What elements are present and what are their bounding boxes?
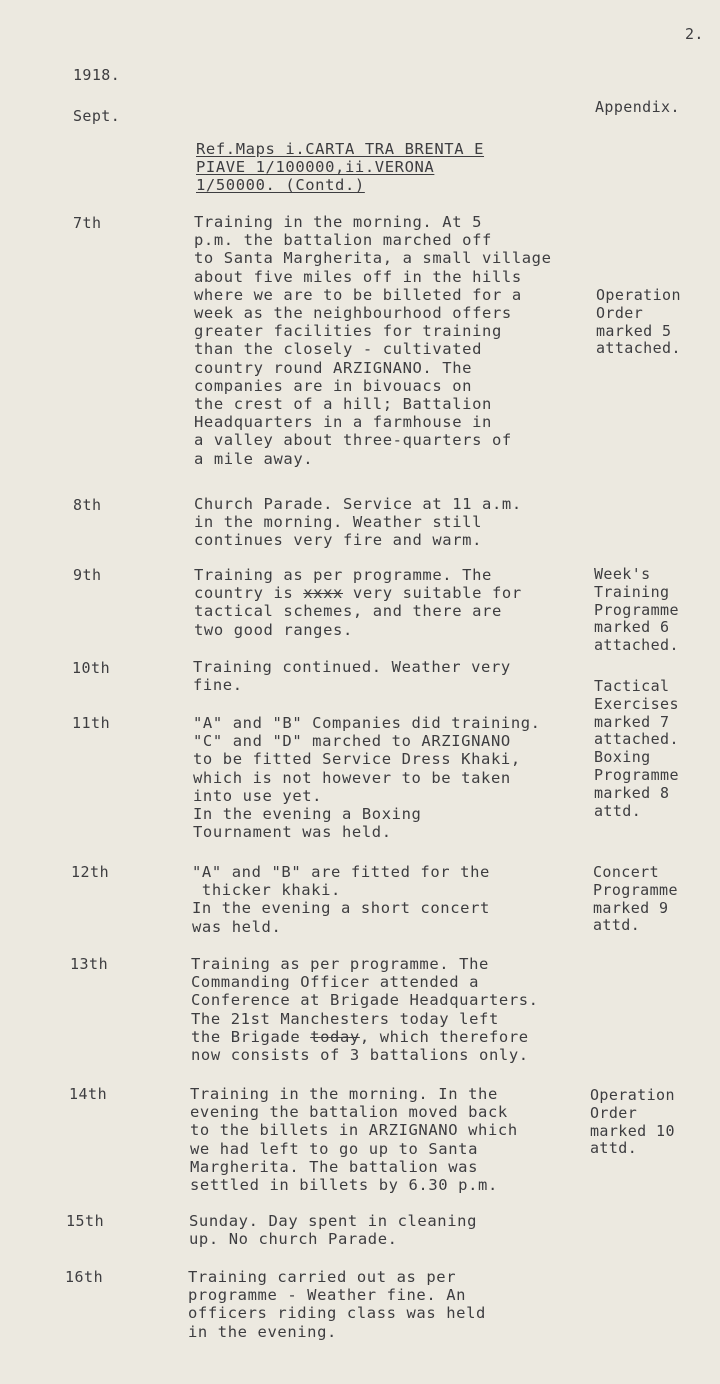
appendix-line: attd. xyxy=(594,801,642,820)
appendix-line: marked 9 xyxy=(593,898,669,917)
entry-date: 10th xyxy=(72,659,111,677)
text-line: The 21st Manchesters today left xyxy=(191,1009,499,1028)
text-line: we had left to go up to Santa xyxy=(190,1139,479,1158)
appendix-line: attached. xyxy=(594,730,679,749)
text-line: Training as per programme. The xyxy=(194,566,492,584)
text-line: Commanding Officer attended a xyxy=(191,973,480,992)
text-line: Training in the morning. In the xyxy=(190,1085,498,1103)
appendix-line: attd. xyxy=(590,1139,638,1158)
entry-text xyxy=(190,1085,518,1194)
text-line: Margherita. The battalion was xyxy=(190,1157,479,1176)
text-line: In the evening a short concert xyxy=(192,899,490,918)
appendix-line: marked 5 xyxy=(596,321,672,340)
reference-line: PIAVE 1/100000,ii.VERONA xyxy=(196,158,435,177)
text-line: which is not however to be taken xyxy=(193,768,511,787)
appendix-line: Week's xyxy=(594,565,651,583)
entry-text xyxy=(193,714,541,841)
appendix-line: Boxing xyxy=(594,748,651,767)
text-line: to be fitted Service Dress Khaki, xyxy=(193,750,521,769)
text-line: Training continued. Weather very xyxy=(193,658,511,676)
appendix-note xyxy=(596,287,681,358)
text-line: Sunday. Day spent in cleaning xyxy=(189,1212,478,1230)
entry-date: 8th xyxy=(73,496,102,514)
year: 1918. xyxy=(73,66,121,84)
text-line: evening the battalion moved back xyxy=(190,1103,508,1122)
text-line: in the morning. Weather still xyxy=(194,513,483,532)
text-line: Headquarters in a farmhouse in xyxy=(194,413,492,432)
page-number: 2. xyxy=(685,25,704,43)
text-line xyxy=(194,584,522,602)
appendix-line: marked 6 xyxy=(594,618,670,637)
entry-text xyxy=(194,495,522,550)
struck-text: today xyxy=(310,1027,360,1046)
entry-date: 9th xyxy=(73,566,102,584)
text-line: continues very fire and warm. xyxy=(194,531,483,550)
entry-date: 13th xyxy=(70,955,109,973)
appendix-line: Programme xyxy=(594,765,679,784)
text-line: was held. xyxy=(192,917,282,936)
appendix-line: Concert xyxy=(593,863,660,881)
appendix-note xyxy=(593,864,678,935)
text-line: settled in billets by 6.30 p.m. xyxy=(190,1176,498,1195)
text-line: p.m. the battalion marched off xyxy=(194,231,492,250)
appendix-note xyxy=(594,566,679,655)
appendix-line: marked 7 xyxy=(594,712,670,731)
map-reference xyxy=(196,140,484,195)
appendix-line: Order xyxy=(590,1103,638,1122)
text-fragment: very suitable for xyxy=(342,584,522,603)
appendix-note xyxy=(590,1087,675,1158)
appendix-line: Operation xyxy=(590,1086,675,1104)
text-line: country round ARZIGNANO. The xyxy=(194,358,473,377)
text-line: about five miles off in the hills xyxy=(194,267,522,286)
text-line: "A" and "B" are fitted for the xyxy=(192,863,490,881)
text-line: fine. xyxy=(193,676,243,695)
text-line: "C" and "D" marched to ARZIGNANO xyxy=(193,732,511,751)
text-line: greater facilities for training xyxy=(194,322,502,341)
appendix-line: Operation xyxy=(596,286,681,304)
entry-date: 12th xyxy=(71,863,110,881)
text-line: Training carried out as per xyxy=(188,1268,457,1286)
text-line: Church Parade. Service at 11 a.m. xyxy=(194,495,522,513)
reference-line: Ref.Maps i.CARTA TRA BRENTA E xyxy=(196,140,485,158)
text-line: "A" and "B" Companies did training. xyxy=(193,714,541,732)
text-line: to Santa Margherita, a small village xyxy=(194,249,552,268)
appendix-line: Programme xyxy=(593,880,678,899)
month: Sept. xyxy=(73,107,121,125)
entry-date: 11th xyxy=(72,714,111,732)
text-line: Tournament was held. xyxy=(193,823,392,842)
text-line: Conference at Brigade Headquarters. xyxy=(191,991,539,1010)
text-line: two good ranges. xyxy=(194,620,353,639)
text-fragment: the Brigade xyxy=(191,1027,311,1046)
entry-text xyxy=(194,213,552,468)
entry-date: 7th xyxy=(73,214,102,232)
text-line: tactical schemes, and there are xyxy=(194,602,502,621)
text-line: companies are in bivouacs on xyxy=(194,376,473,395)
appendix-line: marked 10 xyxy=(590,1121,675,1140)
entry-date: 15th xyxy=(66,1212,105,1230)
text-line xyxy=(191,1028,539,1046)
entry-text xyxy=(192,863,490,936)
text-line: into use yet. xyxy=(193,786,323,805)
appendix-line: Training xyxy=(594,582,670,601)
appendix-line: marked 8 xyxy=(594,783,670,802)
entry-text xyxy=(188,1268,486,1341)
text-fragment: , which therefore xyxy=(359,1027,529,1046)
appendix-line: Programme xyxy=(594,600,679,619)
text-line: in the evening. xyxy=(188,1322,337,1341)
text-line: the crest of a hill; Battalion xyxy=(194,395,492,414)
text-line: officers riding class was held xyxy=(188,1304,486,1323)
text-line: In the evening a Boxing xyxy=(193,805,422,824)
text-line: a valley about three-quarters of xyxy=(194,431,512,450)
text-line: Training in the morning. At 5 xyxy=(194,213,483,231)
text-line: where we are to be billeted for a xyxy=(194,285,522,304)
appendix-line: attached. xyxy=(596,339,681,358)
appendix-note xyxy=(594,678,679,820)
reference-line: 1/50000. (Contd.) xyxy=(196,176,365,195)
struck-text: xxxx xyxy=(303,584,343,603)
entry-text xyxy=(193,658,511,694)
entry-text xyxy=(189,1212,477,1248)
text-line: now consists of 3 battalions only. xyxy=(191,1046,529,1065)
text-fragment: country is xyxy=(194,584,304,603)
entry-text xyxy=(194,566,522,639)
text-line: to the billets in ARZIGNANO which xyxy=(190,1121,518,1140)
appendix-heading: Appendix. xyxy=(595,98,680,116)
text-line: thicker khaki. xyxy=(192,881,341,900)
text-line: week as the neighbourhood offers xyxy=(194,304,512,323)
appendix-line: Order xyxy=(596,303,644,322)
appendix-line: Exercises xyxy=(594,694,679,713)
text-line: a mile away. xyxy=(194,449,314,468)
text-line: programme - Weather fine. An xyxy=(188,1286,467,1305)
appendix-line: attached. xyxy=(594,636,679,655)
entry-text xyxy=(191,955,539,1064)
text-line: than the closely - cultivated xyxy=(194,340,483,359)
appendix-line: Tactical xyxy=(594,677,670,695)
entry-date: 14th xyxy=(69,1085,108,1103)
text-line: up. No church Parade. xyxy=(189,1230,398,1249)
text-line: Training as per programme. The xyxy=(191,955,489,973)
entry-date: 16th xyxy=(65,1268,104,1286)
appendix-line: attd. xyxy=(593,916,641,935)
